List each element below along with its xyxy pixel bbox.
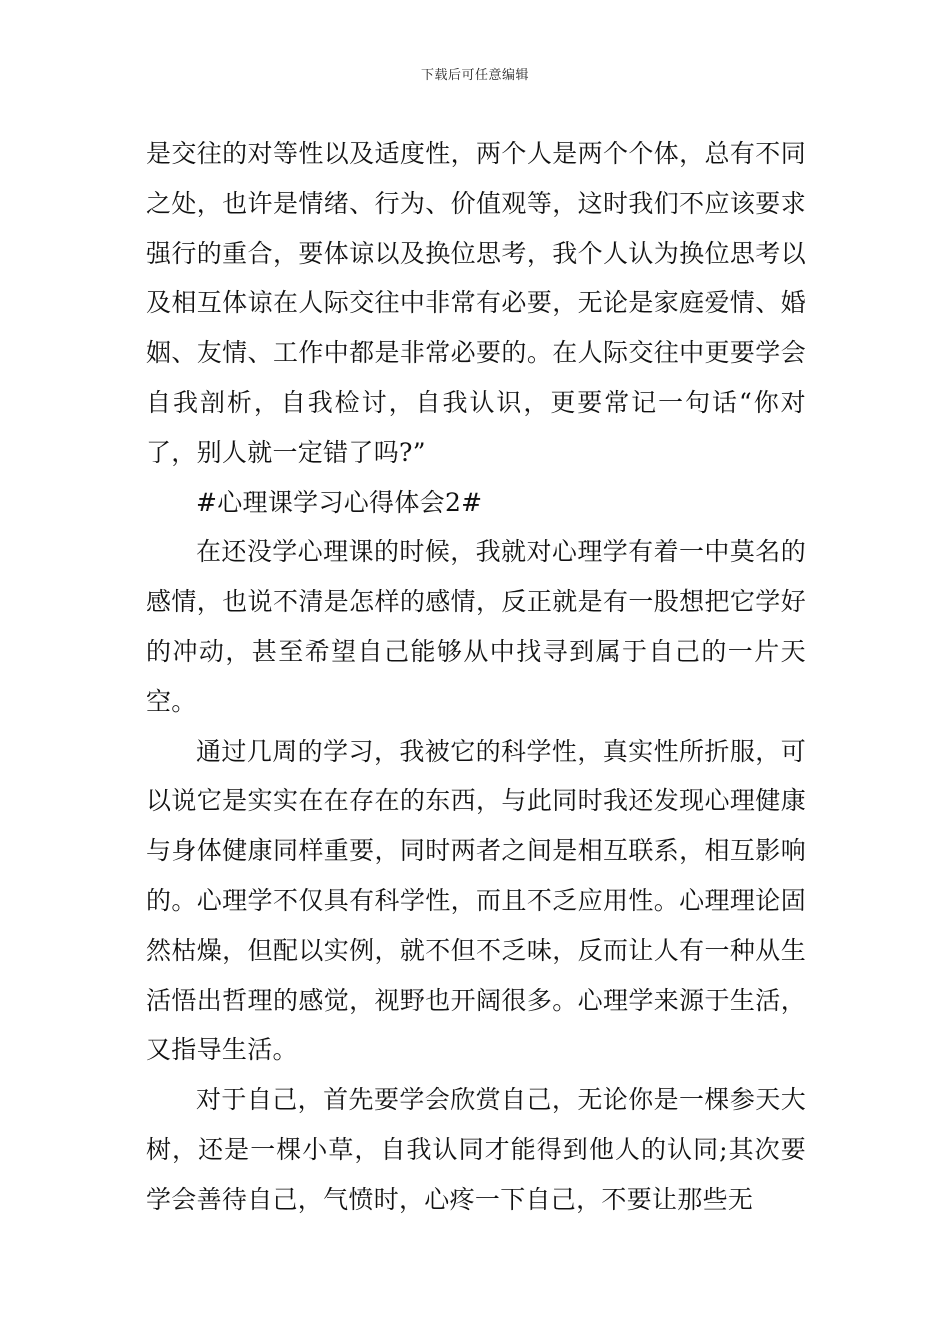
paragraph-continuation: 是交往的对等性以及适度性，两个人是两个个体，总有不同之处，也许是情绪、行为、价值观等，这时我们不应该要求强行的重合，要体谅以及换位思考，我个人认为换位思考以及相互体谅在人际交往中非常有必要，无论是家庭爱情、婚姻、友情、工作中都是非常必要的。在人际交往中更要学会自我剖析，自我检讨，自我认识，更要常记一句话“你对了，别人就一定错了吗?” — [146, 139, 806, 467]
section-heading: #心理课学习心得体会2# — [196, 487, 483, 517]
paragraph-self: 对于自己，首先要学会欣赏自己，无论你是一棵参天大树，还是一棵小草，自我认同才能得到他人的认同;其次要学会善待自己，气愤时，心疼一下自己，不要让那些无 — [146, 1085, 806, 1214]
document-body — [146, 129, 806, 1225]
page-header: 下载后可任意编辑 — [420, 68, 529, 83]
paragraph-learning: 通过几周的学习，我被它的科学性，真实性所折服，可以说它是实实在在存在的东西，与此同时我还发现心理健康与身体健康同样重要，同时两者之间是相互联系，相互影响的。心理学不仅具有科学性，而且不乏应用性。心理理论固然枯燥，但配以实例，就不但不乏味，反而让人有一种从生活悟出哲理的感觉，视野也开阔很多。心理学来源于生活，又指导生活。 — [146, 736, 806, 1065]
paragraph-intro: 在还没学心理课的时候，我就对心理学有着一中莫名的感情，也说不清是怎样的感情，反正就是有一股想把它学好的冲动，甚至希望自己能够从中找寻到属于自己的一片天空。 — [146, 537, 806, 716]
